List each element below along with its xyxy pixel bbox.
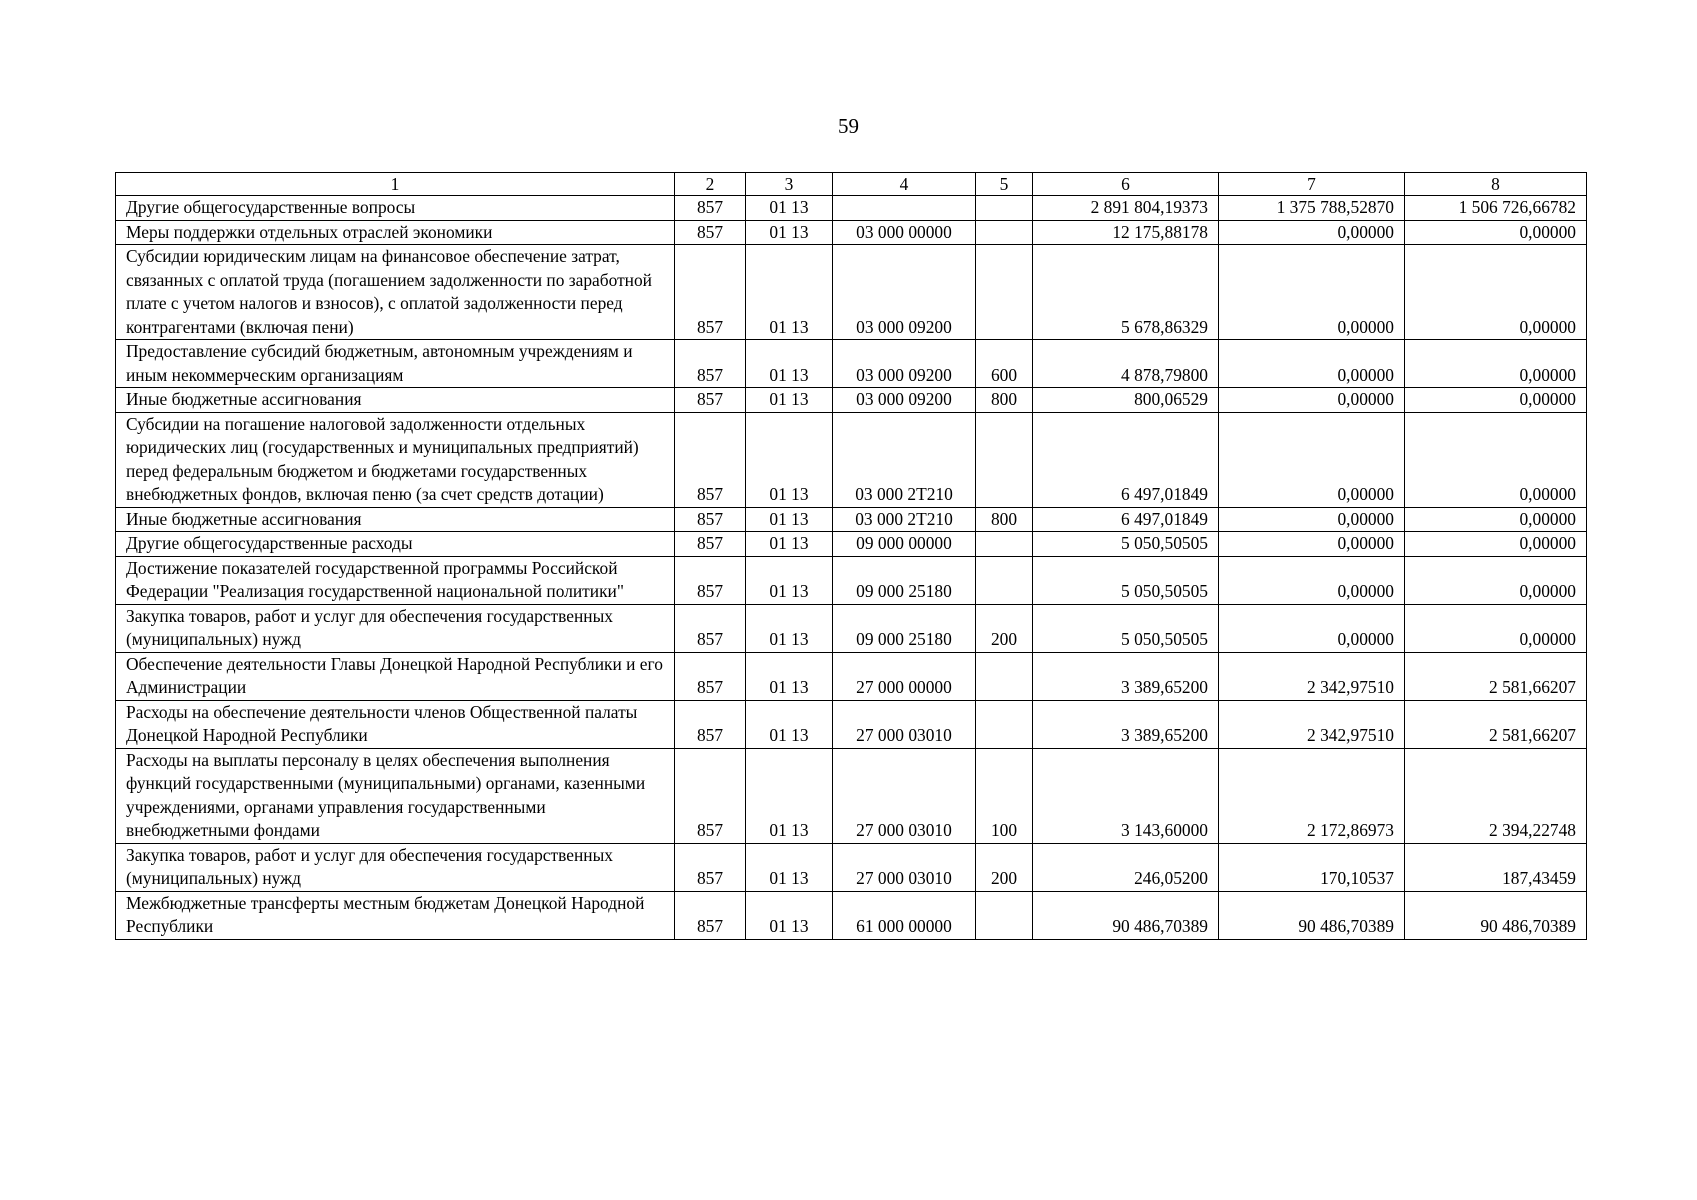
section-code-cell: 01 13 <box>746 220 833 245</box>
section-code-cell: 01 13 <box>746 340 833 388</box>
department-code-cell: 857 <box>675 556 746 604</box>
department-code-cell: 857 <box>675 412 746 507</box>
table-row <box>116 340 1587 388</box>
section-code-cell: 01 13 <box>746 604 833 652</box>
amount-col7-cell: 0,00000 <box>1219 388 1405 413</box>
expense-type-cell <box>976 700 1033 748</box>
amount-col8-cell: 2 394,22748 <box>1405 748 1587 843</box>
column-number: 1 <box>116 173 675 196</box>
amount-col8-cell: 0,00000 <box>1405 556 1587 604</box>
amount-col7-cell: 0,00000 <box>1219 532 1405 557</box>
department-code-cell: 857 <box>675 245 746 340</box>
expense-name-cell: Обеспечение деятельности Главы Донецкой Народной Республики и его Администрации <box>116 652 675 700</box>
amount-col8-cell: 90 486,70389 <box>1405 891 1587 939</box>
department-code-cell: 857 <box>675 507 746 532</box>
expense-type-cell: 800 <box>976 507 1033 532</box>
expense-type-cell: 100 <box>976 748 1033 843</box>
section-code-cell: 01 13 <box>746 891 833 939</box>
expense-name-cell: Другие общегосударственные расходы <box>116 532 675 557</box>
table-row <box>116 891 1587 939</box>
section-code-cell: 01 13 <box>746 196 833 221</box>
department-code-cell: 857 <box>675 748 746 843</box>
amount-col8-cell: 187,43459 <box>1405 843 1587 891</box>
amount-col8-cell: 0,00000 <box>1405 507 1587 532</box>
expense-type-cell: 200 <box>976 604 1033 652</box>
amount-col6-cell: 5 678,86329 <box>1033 245 1219 340</box>
amount-col7-cell: 170,10537 <box>1219 843 1405 891</box>
amount-col7-cell: 0,00000 <box>1219 604 1405 652</box>
table-row <box>116 196 1587 221</box>
expense-name-cell: Достижение показателей государственной программы Российской Федерации "Реализация государственной национальной политики" <box>116 556 675 604</box>
amount-col7-cell: 2 172,86973 <box>1219 748 1405 843</box>
target-article-cell: 09 000 25180 <box>833 556 976 604</box>
column-number: 4 <box>833 173 976 196</box>
table-row <box>116 556 1587 604</box>
target-article-cell: 27 000 03010 <box>833 843 976 891</box>
amount-col8-cell: 1 506 726,66782 <box>1405 196 1587 221</box>
amount-col8-cell: 0,00000 <box>1405 412 1587 507</box>
amount-col8-cell: 0,00000 <box>1405 604 1587 652</box>
expense-type-cell <box>976 891 1033 939</box>
expense-name-cell: Расходы на выплаты персоналу в целях обеспечения выполнения функций государственными (муниципальными) органами, казенными учреждениями, органами управления государственными внебюджетными фондами <box>116 748 675 843</box>
table-row <box>116 700 1587 748</box>
amount-col8-cell: 0,00000 <box>1405 388 1587 413</box>
expense-name-cell: Закупка товаров, работ и услуг для обеспечения государственных (муниципальных) нужд <box>116 843 675 891</box>
amount-col7-cell: 90 486,70389 <box>1219 891 1405 939</box>
target-article-cell: 03 000 2Т210 <box>833 507 976 532</box>
column-number: 2 <box>675 173 746 196</box>
expense-type-cell <box>976 532 1033 557</box>
amount-col6-cell: 3 389,65200 <box>1033 652 1219 700</box>
department-code-cell: 857 <box>675 220 746 245</box>
table-row <box>116 507 1587 532</box>
department-code-cell: 857 <box>675 652 746 700</box>
amount-col6-cell: 2 891 804,19373 <box>1033 196 1219 221</box>
section-code-cell: 01 13 <box>746 748 833 843</box>
department-code-cell: 857 <box>675 700 746 748</box>
target-article-cell <box>833 196 976 221</box>
amount-col6-cell: 246,05200 <box>1033 843 1219 891</box>
target-article-cell: 61 000 00000 <box>833 891 976 939</box>
target-article-cell: 27 000 03010 <box>833 700 976 748</box>
expense-name-cell: Субсидии на погашение налоговой задолженности отдельных юридических лиц (государственных и муниципальных предприятий) перед федеральным бюджетом и бюджетами государственных внебюджетных фондов, включая пеню (за счет средств дотации) <box>116 412 675 507</box>
amount-col7-cell: 1 375 788,52870 <box>1219 196 1405 221</box>
target-article-cell: 27 000 03010 <box>833 748 976 843</box>
expense-name-cell: Иные бюджетные ассигнования <box>116 507 675 532</box>
amount-col6-cell: 6 497,01849 <box>1033 507 1219 532</box>
section-code-cell: 01 13 <box>746 700 833 748</box>
column-number: 5 <box>976 173 1033 196</box>
expense-type-cell: 800 <box>976 388 1033 413</box>
column-number: 6 <box>1033 173 1219 196</box>
amount-col8-cell: 2 581,66207 <box>1405 700 1587 748</box>
expense-type-cell <box>976 220 1033 245</box>
expense-type-cell <box>976 196 1033 221</box>
amount-col6-cell: 90 486,70389 <box>1033 891 1219 939</box>
amount-col6-cell: 12 175,88178 <box>1033 220 1219 245</box>
expense-type-cell <box>976 412 1033 507</box>
amount-col7-cell: 2 342,97510 <box>1219 700 1405 748</box>
amount-col6-cell: 5 050,50505 <box>1033 604 1219 652</box>
expense-name-cell: Другие общегосударственные вопросы <box>116 196 675 221</box>
amount-col7-cell: 0,00000 <box>1219 507 1405 532</box>
table-row <box>116 652 1587 700</box>
expense-name-cell: Иные бюджетные ассигнования <box>116 388 675 413</box>
amount-col8-cell: 0,00000 <box>1405 340 1587 388</box>
amount-col8-cell: 2 581,66207 <box>1405 652 1587 700</box>
department-code-cell: 857 <box>675 388 746 413</box>
column-number-row <box>116 173 1587 196</box>
department-code-cell: 857 <box>675 891 746 939</box>
amount-col6-cell: 5 050,50505 <box>1033 532 1219 557</box>
department-code-cell: 857 <box>675 196 746 221</box>
expense-type-cell: 200 <box>976 843 1033 891</box>
expense-name-cell: Меры поддержки отдельных отраслей экономики <box>116 220 675 245</box>
table-row <box>116 412 1587 507</box>
amount-col6-cell: 800,06529 <box>1033 388 1219 413</box>
amount-col6-cell: 3 389,65200 <box>1033 700 1219 748</box>
section-code-cell: 01 13 <box>746 507 833 532</box>
amount-col6-cell: 3 143,60000 <box>1033 748 1219 843</box>
table-row <box>116 532 1587 557</box>
amount-col7-cell: 0,00000 <box>1219 220 1405 245</box>
amount-col7-cell: 0,00000 <box>1219 412 1405 507</box>
expense-type-cell <box>976 245 1033 340</box>
amount-col6-cell: 5 050,50505 <box>1033 556 1219 604</box>
table-row <box>116 843 1587 891</box>
amount-col6-cell: 6 497,01849 <box>1033 412 1219 507</box>
target-article-cell: 03 000 09200 <box>833 388 976 413</box>
target-article-cell: 03 000 09200 <box>833 340 976 388</box>
section-code-cell: 01 13 <box>746 532 833 557</box>
department-code-cell: 857 <box>675 843 746 891</box>
section-code-cell: 01 13 <box>746 245 833 340</box>
amount-col7-cell: 0,00000 <box>1219 340 1405 388</box>
expense-name-cell: Закупка товаров, работ и услуг для обеспечения государственных (муниципальных) нужд <box>116 604 675 652</box>
target-article-cell: 03 000 2Т210 <box>833 412 976 507</box>
target-article-cell: 27 000 00000 <box>833 652 976 700</box>
amount-col6-cell: 4 878,79800 <box>1033 340 1219 388</box>
target-article-cell: 03 000 09200 <box>833 245 976 340</box>
target-article-cell: 03 000 00000 <box>833 220 976 245</box>
amount-col8-cell: 0,00000 <box>1405 220 1587 245</box>
column-number: 8 <box>1405 173 1587 196</box>
amount-col8-cell: 0,00000 <box>1405 245 1587 340</box>
section-code-cell: 01 13 <box>746 652 833 700</box>
table-row <box>116 748 1587 843</box>
column-number: 7 <box>1219 173 1405 196</box>
expense-name-cell: Расходы на обеспечение деятельности членов Общественной палаты Донецкой Народной Республики <box>116 700 675 748</box>
expense-type-cell <box>976 556 1033 604</box>
budget-table <box>115 172 1587 940</box>
table-row <box>116 388 1587 413</box>
column-number: 3 <box>746 173 833 196</box>
department-code-cell: 857 <box>675 340 746 388</box>
table-row <box>116 220 1587 245</box>
target-article-cell: 09 000 00000 <box>833 532 976 557</box>
section-code-cell: 01 13 <box>746 556 833 604</box>
amount-col7-cell: 2 342,97510 <box>1219 652 1405 700</box>
amount-col8-cell: 0,00000 <box>1405 532 1587 557</box>
table-row <box>116 245 1587 340</box>
expense-type-cell: 600 <box>976 340 1033 388</box>
expense-name-cell: Межбюджетные трансферты местным бюджетам Донецкой Народной Республики <box>116 891 675 939</box>
section-code-cell: 01 13 <box>746 843 833 891</box>
section-code-cell: 01 13 <box>746 388 833 413</box>
amount-col7-cell: 0,00000 <box>1219 245 1405 340</box>
department-code-cell: 857 <box>675 604 746 652</box>
expense-type-cell <box>976 652 1033 700</box>
department-code-cell: 857 <box>675 532 746 557</box>
amount-col7-cell: 0,00000 <box>1219 556 1405 604</box>
section-code-cell: 01 13 <box>746 412 833 507</box>
expense-name-cell: Субсидии юридическим лицам на финансовое обеспечение затрат, связанных с оплатой труда (погашением задолженности по заработной плате с учетом налогов и взносов), с оплатой задолженности перед контрагентами (включая пени) <box>116 245 675 340</box>
table-row <box>116 604 1587 652</box>
page-number: 59 <box>838 114 859 138</box>
expense-name-cell: Предоставление субсидий бюджетным, автономным учреждениям и иным некоммерческим организациям <box>116 340 675 388</box>
target-article-cell: 09 000 25180 <box>833 604 976 652</box>
